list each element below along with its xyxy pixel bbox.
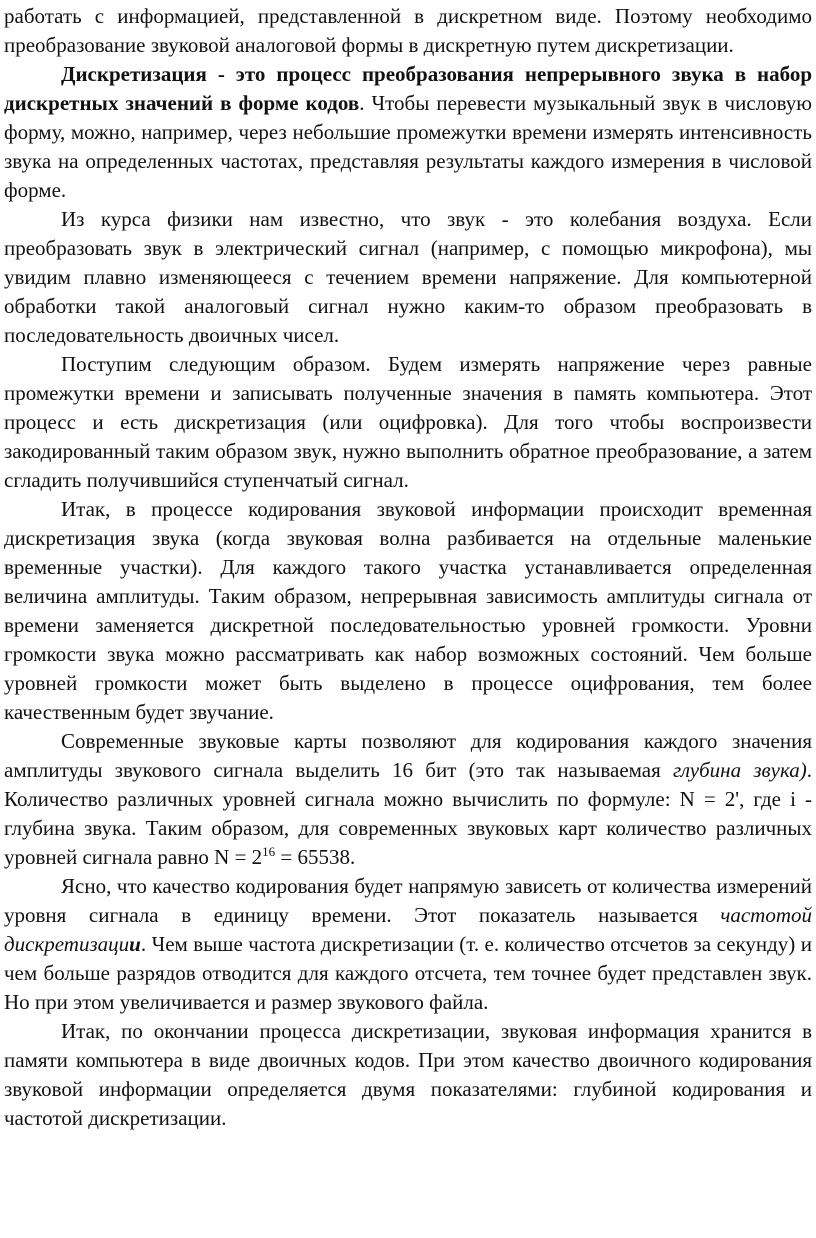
- paragraph-conclusion-text: Итак, по окончании процесса дискретизации, звуковая информация хранится в памяти компьютера в виде двоичных кодов. При этом качество двоичного кодирования звуковой информации определяется двумя показателями: глубиной кодирования и частотой дискретизации.: [4, 1019, 812, 1130]
- paragraph-intro-text: работать с информацией, представленной в дискретном виде. Поэтому необходимо преобразование звуковой аналоговой формы в дискретную путем дискретизации.: [4, 4, 812, 57]
- sound-cards-text-c: = 65538.: [275, 845, 356, 869]
- paragraph-encoding-text: Итак, в процессе кодирования звуковой информации происходит временная дискретизация звука (когда звуковая волна разбивается на отдельные маленькие временные участки). Для каждого такого участка устанавливается определенная величина амплитуды. Таким образом, непрерывная зависимость амплитуды сигнала от времени заменяется дискретной последовательностью уровней громкости. Уровни громкости звука можно рассматривать как набор возможных состояний. Чем больше уровней громкости может быть выделено в процессе оцифрования, тем более качественным будет звучание.: [4, 497, 812, 724]
- paragraph-physics: [4, 205, 812, 350]
- definition-bold-text: Дискретизация - это процесс преобразования непрерывного звука в набор дискретных значений в форме кодов: [4, 62, 812, 115]
- paragraph-intro: [4, 2, 812, 60]
- sampling-rate-text-a: Ясно, что качество кодирования будет напрямую зависеть от количества измерений уровня сигнала в единицу времени. Этот показатель называется: [4, 874, 812, 927]
- paragraph-sampling-rate: [4, 872, 812, 1017]
- paragraph-sound-cards: [4, 727, 812, 872]
- paragraph-physics-text: Из курса физики нам известно, что звук - это колебания воздуха. Если преобразовать звук в электрический сигнал (например, с помощью микрофона), мы увидим плавно изменяющееся с течением времени напряжение. Для компьютерной обработки такой аналоговый сигнал нужно каким-то образом преобразовать в последовательность двоичных чисел.: [4, 207, 812, 347]
- paragraph-encoding: [4, 495, 812, 727]
- paragraph-procedure-text: Поступим следующим образом. Будем измерять напряжение через равные промежутки времени и записывать полученные значения в память компьютера. Этот процесс и есть дискретизация (или оцифровка). Для того чтобы воспроизвести закодированный таким образом звук, нужно выполнить обратное преобразование, а затем сгладить получившийся ступенчатый сигнал.: [4, 352, 812, 492]
- paragraph-definition: [4, 60, 812, 205]
- definition-rest-text: . Чтобы перевести музыкальный звук в числовую форму, можно, например, через небольшие промежутки времени измерять интенсивность звука на определенных частотах, представляя результаты каждого измерения в числовой форме.: [4, 91, 813, 202]
- paragraph-procedure: [4, 350, 812, 495]
- sound-cards-text-b: . Количество различных уровней сигнала можно вычислить по формуле: N = 2', где i - глубина звука. Таким образом, для современных звуковых карт количество различных уровней сигнала равно N = 2: [4, 758, 812, 869]
- exponent-superscript: 16: [262, 844, 276, 859]
- sound-cards-text-a: Современные звуковые карты позволяют для кодирования каждого значения амплитуды звукового сигнала выделить 16 бит (это так называемая: [4, 729, 812, 782]
- sampling-rate-italic: частотой дискретизаци: [4, 903, 812, 956]
- sound-depth-italic: глубина звука): [673, 758, 807, 782]
- paragraph-conclusion: [4, 1017, 812, 1133]
- sampling-rate-bold-italic: и: [129, 932, 141, 956]
- sampling-rate-text-b: . Чем выше частота дискретизации (т. е. количество отсчетов за секунду) и чем больше разрядов отводится для каждого отсчета, тем точнее будет представлен звук. Но при этом увеличивается и размер звукового файла.: [4, 932, 812, 1014]
